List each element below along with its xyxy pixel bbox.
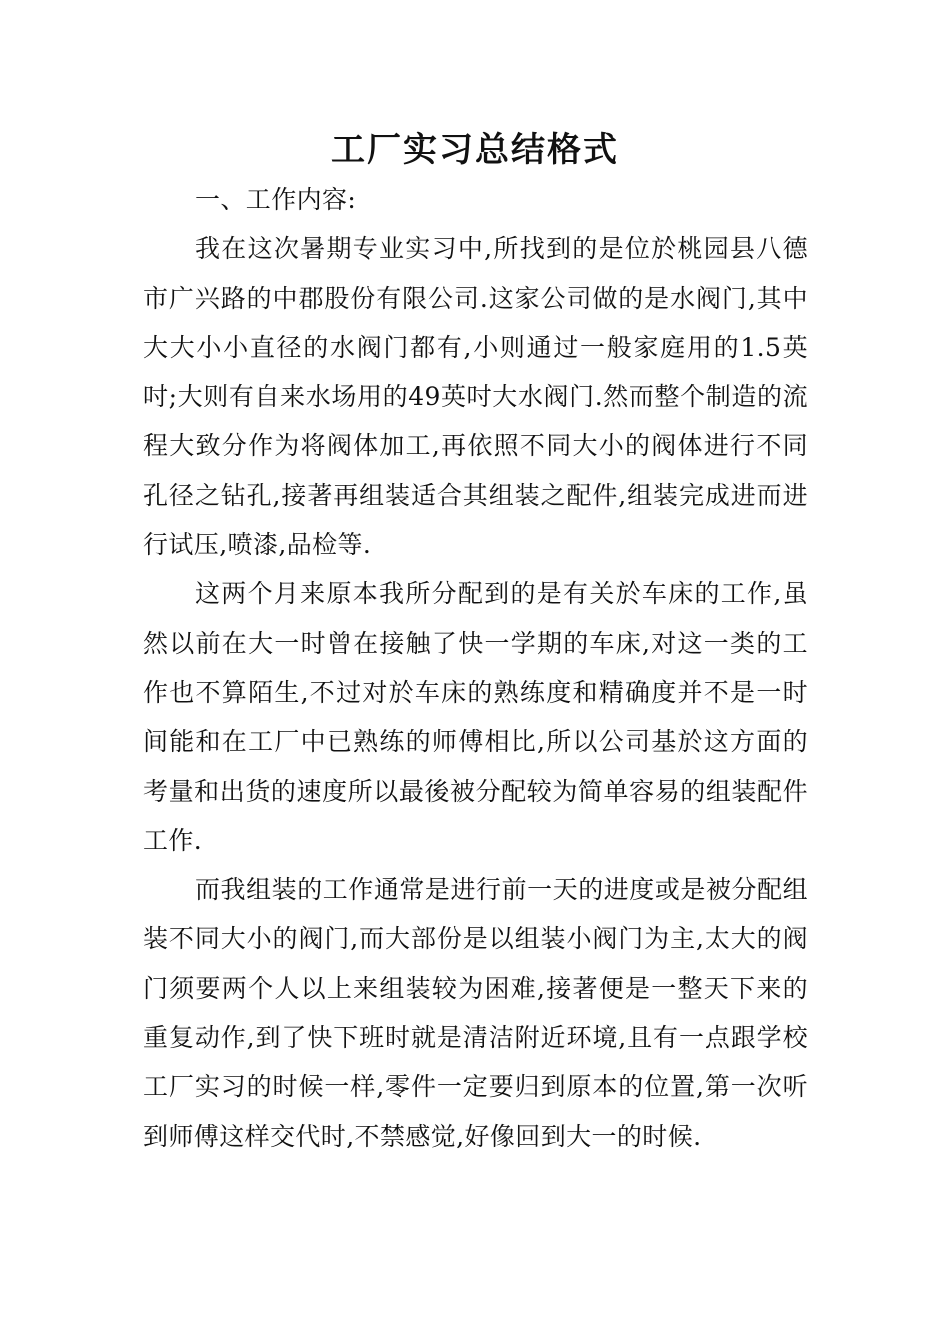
document-title: 工厂实习总结格式: [331, 130, 619, 170]
paragraph: 而我组装的工作通常是进行前一天的进度或是被分配组装不同大小的阀门,而大部份是以组装小阀门为主,太大的阀门须要两个人以上来组装较为困难,接著便是一整天下来的重复动作,到了快下班时就是清洁附近环境,且有一点跟学校工厂实习的时候一样,零件一定要归到原本的位置,第一次听到师傅这样交代时,不禁感觉,好像回到大一的时候.: [143, 875, 808, 1151]
section-heading: 一、工作内容:: [195, 185, 357, 214]
document-body: [143, 175, 808, 1161]
paragraph: 我在这次暑期专业实习中,所找到的是位於桃园县八德市广兴路的中郡股份有限公司.这家公司做的是水阀门,其中大大小小直径的水阀门都有,小则通过一般家庭用的1.5英吋;大则有自来水场用的49英吋大水阀门.然而整个制造的流程大致分作为将阀体加工,再依照不同大小的阀体进行不同孔径之钻孔,接著再组装适合其组装之配件,组装完成进而进行试压,喷漆,品检等.: [143, 234, 808, 560]
paragraph: 这两个月来原本我所分配到的是有关於车床的工作,虽然以前在大一时曾在接触了快一学期的车床,对这一类的工作也不算陌生,不过对於车床的熟练度和精确度并不是一时间能和在工厂中已熟练的师傅相比,所以公司基於这方面的考量和出货的速度所以最後被分配较为简单容易的组装配件工作.: [143, 579, 808, 855]
